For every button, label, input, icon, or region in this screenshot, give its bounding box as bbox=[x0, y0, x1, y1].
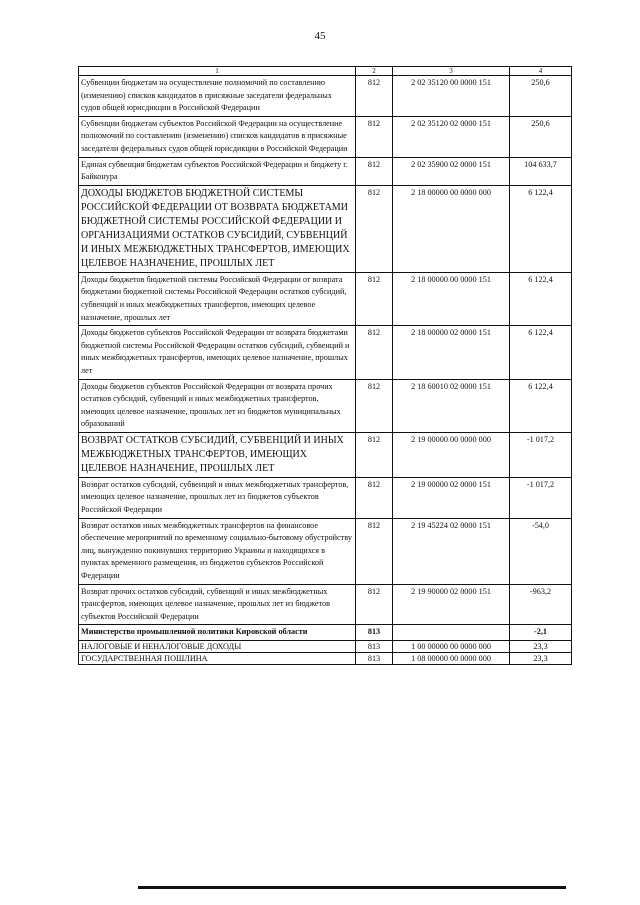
row-budget-code: 2 18 00000 02 0000 151 bbox=[393, 326, 510, 379]
row-description: Субвенции бюджетам на осуществление полномочий по составлению (изменению) списков кандидатов в присяжные заседатели федеральных судов общей юрисдикции в Российской Федерации bbox=[79, 76, 356, 117]
row-budget-code: 2 19 00000 00 0000 000 bbox=[393, 432, 510, 477]
table-body bbox=[79, 76, 572, 665]
row-amount: 6 122,4 bbox=[510, 272, 572, 325]
row-description: Единая субвенция бюджетам субъектов Российской Федерации и бюджету г. Байконура bbox=[79, 157, 356, 185]
row-amount: -1 017,2 bbox=[510, 477, 572, 518]
row-budget-code: 2 18 60010 02 0000 151 bbox=[393, 379, 510, 432]
row-budget-code: 2 02 35900 02 0000 151 bbox=[393, 157, 510, 185]
row-description: Доходы бюджетов субъектов Российской Федерации от возврата бюджетами бюджетной системы Российской Федерации остатков субсидий, субвенций и иных межбюджетных трансфертов, имеющих целевое назначение, прошлых лет bbox=[79, 326, 356, 379]
row-amount: -963,2 bbox=[510, 584, 572, 625]
row-admin-code: 812 bbox=[356, 272, 393, 325]
table-row bbox=[79, 272, 572, 325]
header-col-1: 1 bbox=[79, 67, 356, 76]
table-row bbox=[79, 653, 572, 665]
table-row bbox=[79, 326, 572, 379]
row-description: Возврат остатков субсидий, субвенций и иных межбюджетных трансфертов, имеющих целевое назначение, прошлых лет из бюджетов субъектов Российской Федерации bbox=[79, 477, 356, 518]
row-admin-code: 812 bbox=[356, 326, 393, 379]
row-budget-code: 2 02 35120 00 0000 151 bbox=[393, 76, 510, 117]
row-admin-code: 813 bbox=[356, 641, 393, 653]
table-row bbox=[79, 379, 572, 432]
row-admin-code: 812 bbox=[356, 477, 393, 518]
row-amount: 250,6 bbox=[510, 76, 572, 117]
header-col-4: 4 bbox=[510, 67, 572, 76]
row-admin-code: 813 bbox=[356, 625, 393, 641]
row-amount: 6 122,4 bbox=[510, 379, 572, 432]
row-budget-code: 2 18 00000 00 0000 151 bbox=[393, 272, 510, 325]
row-description: ВОЗВРАТ ОСТАТКОВ СУБСИДИЙ, СУБВЕНЦИЙ И ИНЫХ МЕЖБЮДЖЕТНЫХ ТРАНСФЕРТОВ, ИМЕЮЩИХ ЦЕЛЕВОЕ НАЗНАЧЕНИЕ, ПРОШЛЫХ ЛЕТ bbox=[79, 432, 356, 477]
row-budget-code: 1 00 00000 00 0000 000 bbox=[393, 641, 510, 653]
table-row bbox=[79, 641, 572, 653]
header-col-3: 3 bbox=[393, 67, 510, 76]
page-number: 45 bbox=[314, 30, 326, 42]
table-row bbox=[79, 185, 572, 272]
table-row bbox=[79, 157, 572, 185]
budget-table bbox=[78, 66, 572, 665]
row-amount: -54,0 bbox=[510, 518, 572, 584]
row-budget-code: 2 18 00000 00 0000 000 bbox=[393, 185, 510, 272]
row-admin-code: 813 bbox=[356, 653, 393, 665]
row-description: Возврат остатков иных межбюджетных трансфертов на финансовое обеспечение мероприятий по временному социально-бытовому обустройству лиц, вынужденно покинувших территорию Украины и находящихся в пунктах временного размещения, из бюджетов субъектов Российской Федерации bbox=[79, 518, 356, 584]
row-description: Доходы бюджетов субъектов Российской Федерации от возврата прочих остатков субсидий, субвенций и иных межбюджетных трансфертов, имеющих целевое назначение, прошлых лет из бюджетов муниципальных образований bbox=[79, 379, 356, 432]
row-amount: 23,3 bbox=[510, 653, 572, 665]
row-description: Возврат прочих остатков субсидий, субвенций и иных межбюджетных трансфертов, имеющих целевое назначение, прошлых лет из бюджетов субъектов Российской Федерации bbox=[79, 584, 356, 625]
row-amount: 104 633,7 bbox=[510, 157, 572, 185]
row-amount: -2,1 bbox=[510, 625, 572, 641]
row-budget-code: 2 19 45224 02 0000 151 bbox=[393, 518, 510, 584]
row-budget-code: 2 19 90000 02 0000 151 bbox=[393, 584, 510, 625]
table-row bbox=[79, 477, 572, 518]
row-description: Министерство промышленной политики Кировской области bbox=[79, 625, 356, 641]
row-admin-code: 812 bbox=[356, 76, 393, 117]
row-amount: 23,3 bbox=[510, 641, 572, 653]
table-row bbox=[79, 584, 572, 625]
bottom-rule bbox=[138, 886, 566, 889]
row-budget-code: 1 08 00000 00 0000 000 bbox=[393, 653, 510, 665]
row-budget-code bbox=[393, 625, 510, 641]
row-admin-code: 812 bbox=[356, 379, 393, 432]
row-description: НАЛОГОВЫЕ И НЕНАЛОГОВЫЕ ДОХОДЫ bbox=[79, 641, 356, 653]
row-amount: -1 017,2 bbox=[510, 432, 572, 477]
row-budget-code: 2 02 35120 02 0000 151 bbox=[393, 116, 510, 157]
row-description: Субвенции бюджетам субъектов Российской Федерации на осуществление полномочий по составлению (изменению) списков кандидатов в присяжные заседатели федеральных судов общей юрисдикции в Российской Федерации bbox=[79, 116, 356, 157]
row-amount: 250,6 bbox=[510, 116, 572, 157]
table-row bbox=[79, 76, 572, 117]
row-budget-code: 2 19 00000 02 0000 151 bbox=[393, 477, 510, 518]
row-amount: 6 122,4 bbox=[510, 326, 572, 379]
row-admin-code: 812 bbox=[356, 185, 393, 272]
row-description: ДОХОДЫ БЮДЖЕТОВ БЮДЖЕТНОЙ СИСТЕМЫ РОССИЙСКОЙ ФЕДЕРАЦИИ ОТ ВОЗВРАТА БЮДЖЕТАМИ БЮДЖЕТНОЙ СИСТЕМЫ РОССИЙСКОЙ ФЕДЕРАЦИИ И ОРГАНИЗАЦИЯМИ ОСТАТКОВ СУБСИДИЙ, СУБВЕНЦИЙ И ИНЫХ МЕЖБЮДЖЕТНЫХ ТРАНСФЕРТОВ, ИМЕЮЩИХ ЦЕЛЕВОЕ НАЗНАЧЕНИЕ, ПРОШЛЫХ ЛЕТ bbox=[79, 185, 356, 272]
row-description: Доходы бюджетов бюджетной системы Российской Федерации от возврата бюджетами бюджетной системы Российской Федерации остатков субсидий, субвенций и иных межбюджетных трансфертов, имеющих целевое назначение, прошлых лет bbox=[79, 272, 356, 325]
table-header-row bbox=[79, 67, 572, 76]
row-admin-code: 812 bbox=[356, 518, 393, 584]
table-row bbox=[79, 432, 572, 477]
row-admin-code: 812 bbox=[356, 584, 393, 625]
row-admin-code: 812 bbox=[356, 157, 393, 185]
table-row bbox=[79, 518, 572, 584]
row-admin-code: 812 bbox=[356, 116, 393, 157]
row-amount: 6 122,4 bbox=[510, 185, 572, 272]
row-admin-code: 812 bbox=[356, 432, 393, 477]
header-col-2: 2 bbox=[356, 67, 393, 76]
table-row bbox=[79, 116, 572, 157]
table-row bbox=[79, 625, 572, 641]
row-description: ГОСУДАРСТВЕННАЯ ПОШЛИНА bbox=[79, 653, 356, 665]
